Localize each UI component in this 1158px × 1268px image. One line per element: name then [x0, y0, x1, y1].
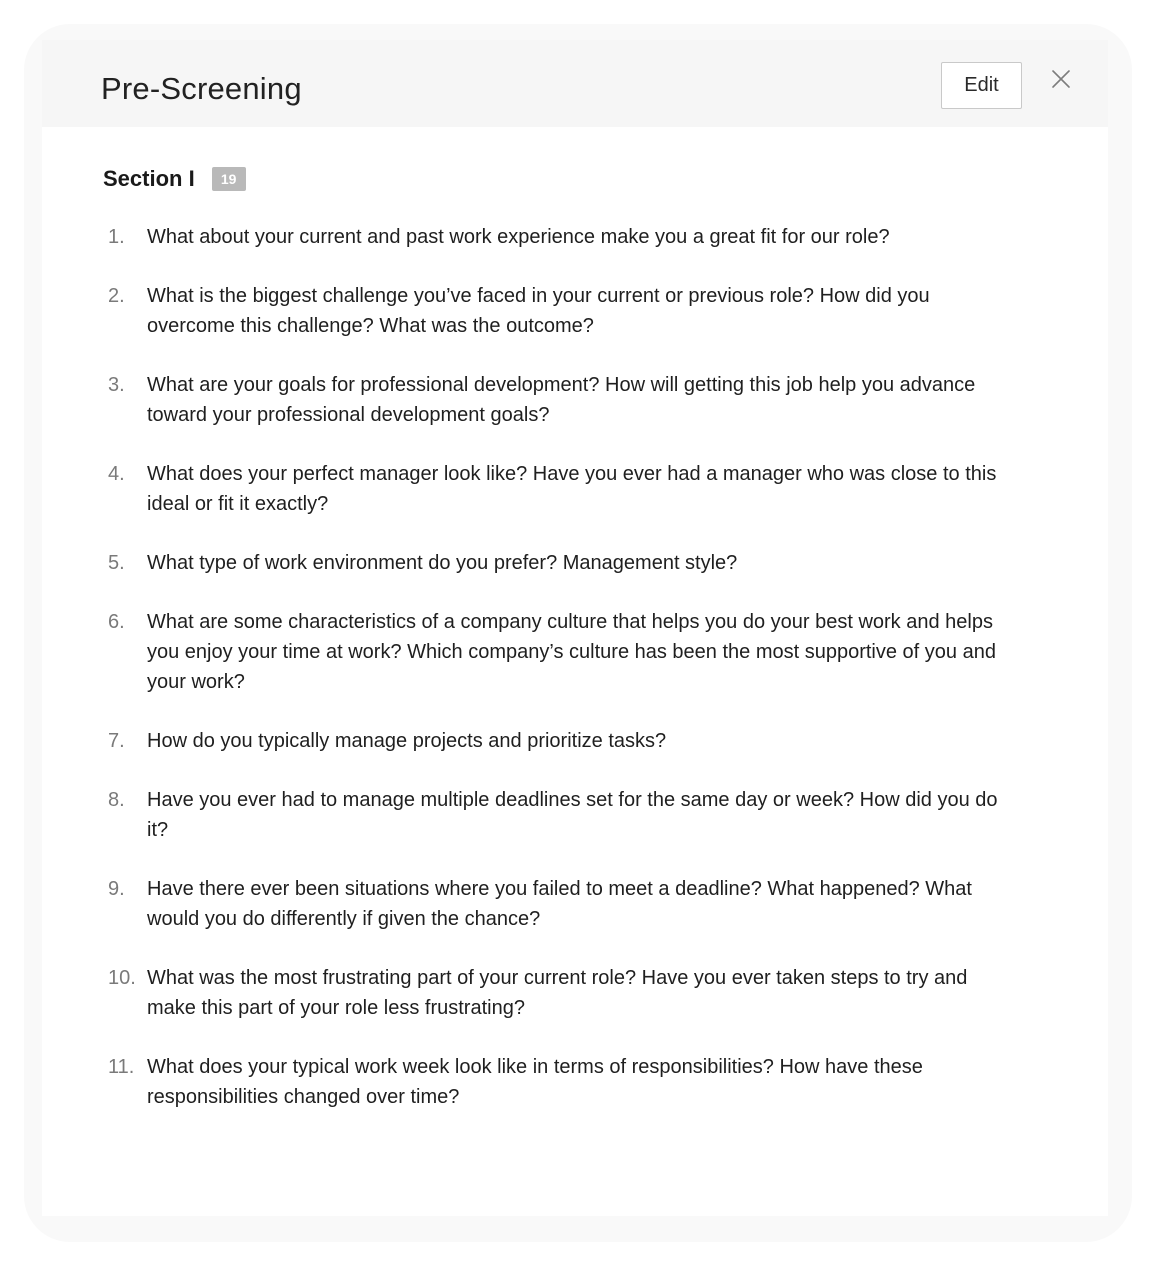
question-number: 11.	[108, 1056, 135, 1078]
close-button[interactable]	[1046, 64, 1076, 94]
question-number: 10.	[108, 967, 136, 989]
question-list	[42, 222, 1108, 1141]
question-text: What does your typical work week look like in terms of responsibilities? How have these responsibilities changed over time?	[147, 1056, 923, 1108]
question-number: 9.	[108, 878, 125, 900]
question-text: What was the most frustrating part of your current role? Have you ever taken steps to try and make this part of your role less frustrating?	[147, 967, 968, 1019]
question-number: 5.	[108, 552, 125, 574]
question-number: 8.	[108, 789, 125, 811]
question-text: What type of work environment do you prefer? Management style?	[147, 552, 738, 574]
section-count-badge: 19	[212, 167, 246, 191]
question-text: What does your perfect manager look like? Have you ever had a manager who was close to this ideal or fit it exactly?	[147, 463, 997, 515]
question-number: 4.	[108, 463, 125, 485]
question-item	[42, 548, 1108, 578]
question-text: Have you ever had to manage multiple deadlines set for the same day or week? How did you do it?	[147, 789, 998, 841]
close-icon	[1046, 64, 1076, 94]
question-item	[42, 370, 1108, 430]
question-item	[42, 459, 1108, 519]
section-header	[103, 164, 246, 194]
question-item	[42, 785, 1108, 845]
question-text: What are some characteristics of a company culture that helps you do your best work and helps you enjoy your time at work? Which company’s culture has been the most supportive of you and your work?	[147, 611, 996, 693]
question-text: How do you typically manage projects and prioritize tasks?	[147, 730, 667, 752]
question-number: 6.	[108, 611, 125, 633]
pre-screening-modal	[42, 40, 1108, 1216]
question-text: What about your current and past work experience make you a great fit for our role?	[147, 226, 890, 248]
question-number: 2.	[108, 285, 125, 307]
question-number: 3.	[108, 374, 125, 396]
modal-title: Pre-Screening	[101, 71, 302, 106]
section-title: Section I	[103, 166, 195, 191]
question-item	[42, 726, 1108, 756]
question-text: Have there ever been situations where you failed to meet a deadline? What happened? What would you do differently if given the chance?	[147, 878, 972, 930]
question-item	[42, 281, 1108, 341]
modal-header	[42, 40, 1108, 127]
question-item	[42, 874, 1108, 934]
question-item	[42, 607, 1108, 697]
question-text: What are your goals for professional development? How will getting this job help you advance toward your professional development goals?	[147, 374, 976, 426]
question-item	[42, 1052, 1108, 1112]
question-text: What is the biggest challenge you’ve faced in your current or previous role? How did you overcome this challenge? What was the outcome?	[147, 285, 930, 337]
question-item	[42, 222, 1108, 252]
question-item	[42, 963, 1108, 1023]
question-number: 1.	[108, 226, 125, 248]
question-number: 7.	[108, 730, 125, 752]
edit-button[interactable]: Edit	[941, 62, 1022, 109]
